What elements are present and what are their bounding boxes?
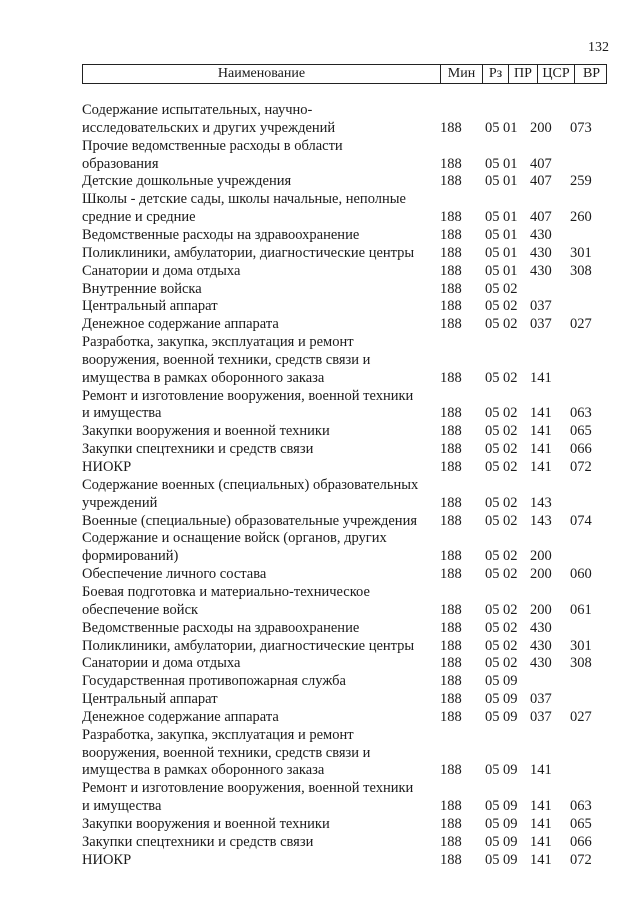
- row-vr-code: 061: [570, 601, 592, 618]
- row-pr-code: 09: [503, 691, 518, 708]
- row-csr-code: 143: [530, 512, 552, 529]
- row-pr-code: 02: [503, 548, 518, 565]
- row-pr-code: 09: [503, 816, 518, 832]
- row-name-line: исследовательских и других учреждений: [82, 119, 336, 136]
- row-csr-code: 200: [530, 548, 552, 565]
- header-rz: Рз: [482, 65, 508, 83]
- row-rz-code: 05: [485, 155, 500, 172]
- row-min-code: 188: [440, 298, 462, 315]
- row-name-line: Центральный аппарат: [82, 691, 218, 708]
- row-min-code: 188: [440, 226, 462, 243]
- row-min-code: 188: [440, 280, 462, 297]
- row-name-line: Закупки вооружения и военной техники: [82, 423, 330, 440]
- row-vr-code: 063: [570, 798, 592, 815]
- row-name-line: Детские дошкольные учреждения: [82, 173, 292, 190]
- row-vr-code: 063: [570, 405, 592, 422]
- row-csr-code: 141: [530, 833, 552, 850]
- header-name: Наименование: [217, 66, 306, 81]
- row-name-line: Поликлиники, амбулатории, диагностические центры: [82, 637, 415, 654]
- row-rz-code: 05: [485, 762, 500, 779]
- row-name-line: Школы - детские сады, школы начальные, неполные: [82, 191, 406, 208]
- row-pr-code: 02: [503, 512, 518, 529]
- row-vr-code: 073: [570, 119, 592, 136]
- row-pr-code: 01: [503, 173, 518, 190]
- row-csr-code: 430: [530, 619, 552, 636]
- row-min-code: 188: [440, 708, 462, 725]
- row-csr-code: 141: [530, 441, 552, 458]
- row-min-code: 188: [440, 405, 462, 422]
- row-vr-code: 301: [570, 244, 592, 261]
- row-pr-code: 02: [503, 619, 518, 636]
- row-vr-code: 301: [570, 637, 592, 654]
- row-min-code: 188: [440, 209, 462, 226]
- row-rz-code: 05: [485, 851, 500, 868]
- row-min-code: 188: [440, 655, 462, 672]
- row-name-line: и имущества: [82, 405, 162, 422]
- row-name-line: имущества в рамках оборонного заказа: [82, 369, 325, 386]
- row-name-line: Ведомственные расходы на здравоохранение: [82, 619, 360, 636]
- row-rz-code: 05: [485, 833, 500, 850]
- row-rz-code: 05: [485, 566, 500, 583]
- row-name-line: НИОКР: [82, 459, 132, 475]
- row-name-line: Содержание испытательных, научно-: [82, 102, 313, 118]
- row-rz-code: 05: [485, 119, 500, 136]
- row-vr-code: 065: [570, 816, 592, 832]
- row-name-line: Прочие ведомственные расходы в области: [82, 137, 343, 154]
- row-vr-code: 072: [570, 851, 592, 868]
- row-csr-code: 141: [530, 816, 552, 832]
- row-pr-code: 02: [503, 459, 518, 475]
- row-pr-code: 02: [503, 637, 518, 654]
- row-min-code: 188: [440, 173, 462, 190]
- row-pr-code: 01: [503, 244, 518, 261]
- row-name-line: и имущества: [82, 798, 162, 815]
- row-name-line: Боевая подготовка и материально-техническое: [82, 583, 370, 600]
- row-pr-code: 02: [503, 369, 518, 386]
- row-csr-code: 430: [530, 637, 552, 654]
- row-name-line: Денежное содержание аппарата: [82, 316, 279, 333]
- row-pr-code: 02: [503, 441, 518, 458]
- row-name-line: Закупки спецтехники и средств связи: [82, 441, 314, 458]
- row-min-code: 188: [440, 566, 462, 583]
- row-name-line: Закупки вооружения и военной техники: [82, 816, 330, 832]
- row-rz-code: 05: [485, 423, 500, 440]
- row-pr-code: 02: [503, 280, 518, 297]
- row-rz-code: 05: [485, 691, 500, 708]
- row-min-code: 188: [440, 316, 462, 333]
- row-min-code: 188: [440, 155, 462, 172]
- row-vr-code: 027: [570, 316, 592, 333]
- row-pr-code: 01: [503, 226, 518, 243]
- row-vr-code: 308: [570, 655, 592, 672]
- row-name-line: Санатории и дома отдыха: [82, 262, 241, 279]
- row-rz-code: 05: [485, 244, 500, 261]
- row-min-code: 188: [440, 494, 462, 511]
- row-csr-code: 037: [530, 708, 552, 725]
- row-min-code: 188: [440, 262, 462, 279]
- row-pr-code: 09: [503, 673, 518, 690]
- row-csr-code: 037: [530, 316, 552, 333]
- row-min-code: 188: [440, 619, 462, 636]
- row-pr-code: 02: [503, 316, 518, 333]
- row-name-line: Содержание военных (специальных) образовательных: [82, 476, 419, 493]
- row-name-line: имущества в рамках оборонного заказа: [82, 762, 325, 779]
- row-pr-code: 09: [503, 851, 518, 868]
- row-name-line: Ремонт и изготовление вооружения, военной техники: [82, 387, 414, 404]
- row-csr-code: 407: [530, 209, 552, 226]
- row-name-line: Разработка, закупка, эксплуатация и ремонт: [82, 334, 354, 351]
- row-vr-code: 066: [570, 441, 592, 458]
- header-pr: ПР: [508, 65, 537, 83]
- row-rz-code: 05: [485, 369, 500, 386]
- row-name-line: Военные (специальные) образовательные учреждения: [82, 512, 417, 529]
- row-csr-code: 407: [530, 173, 552, 190]
- row-csr-code: 141: [530, 405, 552, 422]
- row-rz-code: 05: [485, 226, 500, 243]
- row-min-code: 188: [440, 369, 462, 386]
- row-name-line: Содержание и оснащение войск (органов, других: [82, 530, 387, 547]
- row-name-line: Поликлиники, амбулатории, диагностические центры: [82, 244, 415, 261]
- row-pr-code: 02: [503, 566, 518, 583]
- row-csr-code: 200: [530, 119, 552, 136]
- row-name-line: Санатории и дома отдыха: [82, 655, 241, 672]
- row-pr-code: 02: [503, 655, 518, 672]
- row-csr-code: 407: [530, 155, 552, 172]
- row-pr-code: 09: [503, 833, 518, 850]
- row-csr-code: 037: [530, 691, 552, 708]
- row-vr-code: 260: [570, 209, 592, 226]
- row-name-line: Внутренние войска: [82, 280, 202, 297]
- row-rz-code: 05: [485, 816, 500, 832]
- row-name-line: обеспечение войск: [82, 601, 199, 618]
- row-csr-code: 141: [530, 423, 552, 440]
- header-csr: ЦСР: [537, 65, 574, 83]
- row-name-line: Денежное содержание аппарата: [82, 708, 279, 725]
- row-pr-code: 02: [503, 494, 518, 511]
- row-min-code: 188: [440, 119, 462, 136]
- row-csr-code: 430: [530, 655, 552, 672]
- row-csr-code: 141: [530, 851, 552, 868]
- row-rz-code: 05: [485, 798, 500, 815]
- row-pr-code: 09: [503, 798, 518, 815]
- row-min-code: 188: [440, 601, 462, 618]
- row-rz-code: 05: [485, 708, 500, 725]
- row-rz-code: 05: [485, 459, 500, 475]
- row-csr-code: 141: [530, 369, 552, 386]
- row-pr-code: 02: [503, 423, 518, 440]
- row-name-line: формирований): [82, 548, 179, 565]
- row-csr-code: 037: [530, 298, 552, 315]
- row-pr-code: 02: [503, 601, 518, 618]
- row-rz-code: 05: [485, 601, 500, 618]
- row-csr-code: 430: [530, 244, 552, 261]
- row-name-line: учреждений: [82, 494, 158, 511]
- row-pr-code: 01: [503, 119, 518, 136]
- row-csr-code: 141: [530, 459, 552, 475]
- row-pr-code: 02: [503, 298, 518, 315]
- row-rz-code: 05: [485, 673, 500, 690]
- row-csr-code: 430: [530, 262, 552, 279]
- row-pr-code: 01: [503, 262, 518, 279]
- header-min: Мин: [440, 65, 482, 83]
- row-min-code: 188: [440, 423, 462, 440]
- row-vr-code: 027: [570, 708, 592, 725]
- row-rz-code: 05: [485, 280, 500, 297]
- row-name-line: Ведомственные расходы на здравоохранение: [82, 226, 360, 243]
- row-pr-code: 01: [503, 209, 518, 226]
- row-rz-code: 05: [485, 548, 500, 565]
- row-vr-code: 065: [570, 423, 592, 440]
- row-rz-code: 05: [485, 655, 500, 672]
- row-rz-code: 05: [485, 262, 500, 279]
- row-csr-code: 200: [530, 566, 552, 583]
- row-rz-code: 05: [485, 494, 500, 511]
- row-pr-code: 02: [503, 405, 518, 422]
- row-vr-code: 072: [570, 459, 592, 475]
- row-rz-code: 05: [485, 298, 500, 315]
- row-rz-code: 05: [485, 637, 500, 654]
- row-min-code: 188: [440, 244, 462, 261]
- row-csr-code: 141: [530, 762, 552, 779]
- row-name-line: Ремонт и изготовление вооружения, военной техники: [82, 780, 414, 797]
- row-min-code: 188: [440, 798, 462, 815]
- row-rz-code: 05: [485, 512, 500, 529]
- row-rz-code: 05: [485, 405, 500, 422]
- row-name-line: Разработка, закупка, эксплуатация и ремонт: [82, 726, 354, 743]
- row-csr-code: 200: [530, 601, 552, 618]
- row-name-line: вооружения, военной техники, средств связи и: [82, 351, 371, 368]
- row-name-line: НИОКР: [82, 851, 132, 868]
- row-pr-code: 09: [503, 762, 518, 779]
- row-min-code: 188: [440, 816, 462, 832]
- row-min-code: 188: [440, 548, 462, 565]
- row-min-code: 188: [440, 833, 462, 850]
- row-vr-code: 074: [570, 512, 592, 529]
- row-pr-code: 01: [503, 155, 518, 172]
- row-vr-code: 308: [570, 262, 592, 279]
- page-number: 132: [588, 40, 609, 55]
- row-csr-code: 141: [530, 798, 552, 815]
- row-name-line: Центральный аппарат: [82, 298, 218, 315]
- row-csr-code: 430: [530, 226, 552, 243]
- row-min-code: 188: [440, 851, 462, 868]
- row-name-line: Государственная противопожарная служба: [82, 673, 346, 690]
- row-rz-code: 05: [485, 173, 500, 190]
- row-min-code: 188: [440, 637, 462, 654]
- row-name-line: образования: [82, 155, 159, 172]
- row-name-line: вооружения, военной техники, средств связи и: [82, 744, 371, 761]
- row-name-line: Обеспечение личного состава: [82, 566, 267, 583]
- table-header: [82, 64, 607, 84]
- header-vr: ВР: [574, 65, 608, 83]
- row-min-code: 188: [440, 441, 462, 458]
- row-vr-code: 259: [570, 173, 592, 190]
- row-csr-code: 143: [530, 494, 552, 511]
- row-rz-code: 05: [485, 209, 500, 226]
- row-min-code: 188: [440, 459, 462, 475]
- row-rz-code: 05: [485, 316, 500, 333]
- row-name-line: средние и средние: [82, 209, 196, 226]
- row-min-code: 188: [440, 762, 462, 779]
- row-pr-code: 09: [503, 708, 518, 725]
- row-name-line: Закупки спецтехники и средств связи: [82, 833, 314, 850]
- row-min-code: 188: [440, 512, 462, 529]
- row-min-code: 188: [440, 673, 462, 690]
- row-min-code: 188: [440, 691, 462, 708]
- row-rz-code: 05: [485, 619, 500, 636]
- row-vr-code: 060: [570, 566, 592, 583]
- row-rz-code: 05: [485, 441, 500, 458]
- row-vr-code: 066: [570, 833, 592, 850]
